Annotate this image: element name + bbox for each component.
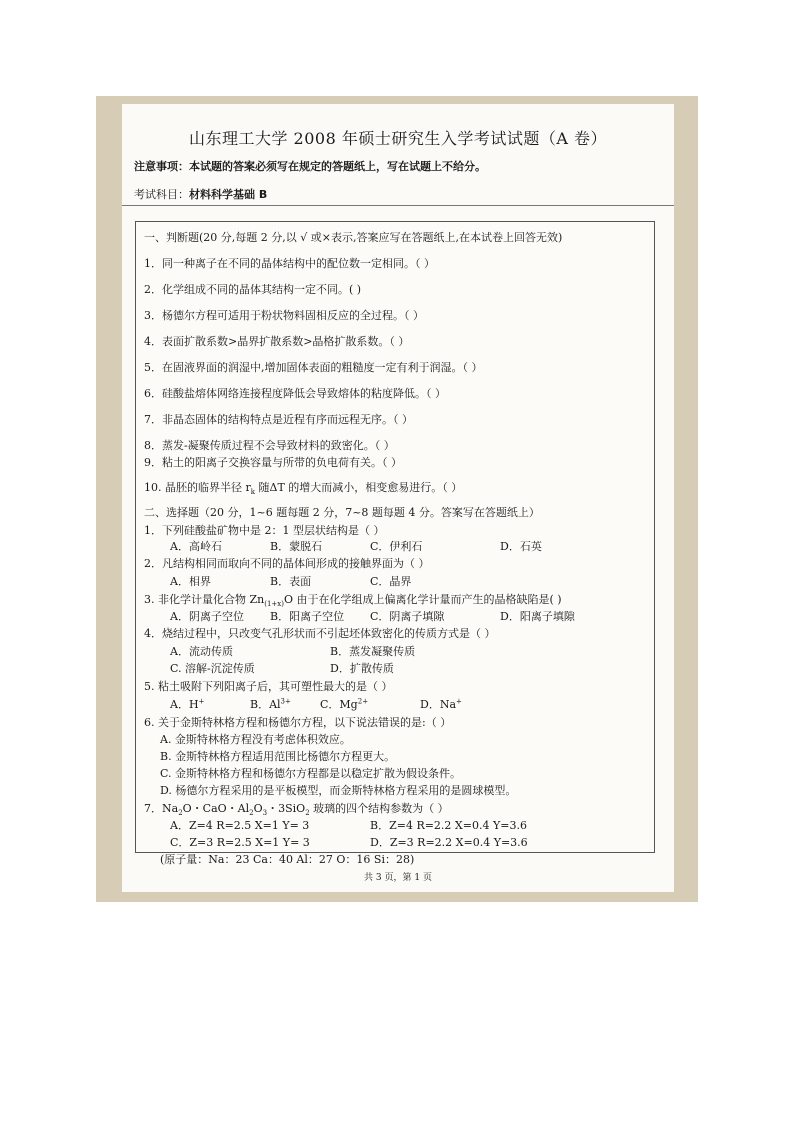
judge-item-4: 4．表面扩散系数>晶界扩散系数>晶格扩散系数。（ ） xyxy=(144,335,410,348)
q5-option-b: B．$Al^{3+}$ xyxy=(250,697,291,711)
judge-item-5: 5．在固液界面的润湿中,增加固体表面的粗糙度一定有利于润湿。（ ） xyxy=(144,361,483,374)
judge-item-6: 6．硅酸盐熔体网络连接程度降低会导致熔体的粘度降低。（ ） xyxy=(144,387,446,400)
judge-item-9: 9．粘土的阳离子交换容量与所带的负电荷有关。（ ） xyxy=(144,456,402,469)
q6-option-c: C. 金斯特林格方程和杨德尔方程都是以稳定扩散为假设条件。 xyxy=(160,767,462,780)
question-box xyxy=(135,221,655,866)
q1-option-c: C．伊利石 xyxy=(370,540,423,553)
exam-page xyxy=(122,104,674,892)
choice-q1-stem: 1．下列硅酸盐矿物中是 2：1 型层状结构是（ ） xyxy=(144,524,385,537)
q3-option-a: A．阴离子空位 xyxy=(170,610,244,623)
q7-atomic-weights: (原子量：Na：23 Ca：40 Al：27 O：16 Si：28) xyxy=(160,853,415,866)
q5-option-d: D．Na+ xyxy=(420,697,462,711)
q2-option-b: B．表面 xyxy=(270,575,312,588)
choice-q5-stem: 5. 粘土吸附下列阳离子后，其可塑性最大的是（ ） xyxy=(144,680,393,693)
q4-option-c: C. 溶解-沉淀传质 xyxy=(170,662,255,675)
judge-item-1: 1．同一种离子在不同的晶体结构中的配位数一定相同。（ ） xyxy=(144,257,435,270)
choice-q6-stem: 6. 关于金斯特林格方程和杨德尔方程，以下说法错误的是:（ ） xyxy=(144,716,452,729)
choice-q4-stem: 4．烧结过程中，只改变气孔形状而不引起坯体致密化的传质方式是（ ） xyxy=(144,627,496,640)
q1-option-a: A．高岭石 xyxy=(170,540,222,553)
choice-q3-stem: 3. 非化学计量化合物 $Zn_{(1+x)}O$ 由于在化学组成上偏离化学计量而产生的晶格缺陷是( ) xyxy=(144,593,562,609)
q7-option-b: B．Z=4 R=2.2 X=0.4 Y=3.6 xyxy=(370,819,527,832)
subject-value: 材料科学基础 B xyxy=(189,188,268,201)
subject-line xyxy=(134,186,267,202)
subject-label: 考试科目： xyxy=(134,188,189,201)
q3-option-d: D．阳离子填隙 xyxy=(500,610,575,623)
judge-item-8: 8．蒸发-凝聚传质过程不会导致材料的致密化。（ ） xyxy=(144,439,395,452)
choice-q2-stem: 2．凡结构相同而取向不同的晶体间形成的接触界面为（ ） xyxy=(144,557,430,570)
q4-option-b: B．蒸发凝聚传质 xyxy=(330,645,416,658)
judge-item-2: 2．化学组成不同的晶体其结构一定不同。( ) xyxy=(144,283,362,296)
photo-frame xyxy=(96,96,698,902)
q4-option-a: A．流动传质 xyxy=(170,645,233,658)
q7-option-c: C．Z=3 R=2.5 X=1 Y= 3 xyxy=(170,836,310,849)
q2-option-a: A．相界 xyxy=(170,575,211,588)
q3-option-b: B．阳离子空位 xyxy=(270,610,345,623)
section2-heading: 二、选择题（20 分，1~6 题每题 2 分，7~8 题每题 4 分。答案写在答题纸上） xyxy=(144,506,540,519)
q2-option-c: C．晶界 xyxy=(370,575,412,588)
page-title: 山东理工大学 2008 年硕士研究生入学考试试题（A 卷） xyxy=(188,129,608,148)
section1-heading: 一、判断题(20 分,每题 2 分,以 √ 或×表示,答案应写在答题纸上,在本试卷上回答无效) xyxy=(144,231,563,244)
q4-option-d: D．扩散传质 xyxy=(330,662,394,675)
q6-option-a: A. 金斯特林格方程没有考虑体积效应。 xyxy=(160,733,351,746)
q3-option-c: C．阴离子填隙 xyxy=(370,610,445,623)
q1-option-b: B．蒙脱石 xyxy=(270,540,323,553)
q1-option-d: D．石英 xyxy=(500,540,542,553)
page-footer: 共 3 页，第 1 页 xyxy=(364,873,432,883)
notice-text: 注意事项：本试题的答案必须写在规定的答题纸上，写在试题上不给分。 xyxy=(134,160,486,173)
q5-option-a: A．H+ xyxy=(170,697,205,711)
q6-option-d: D. 杨德尔方程采用的是平板模型，而金斯特林格方程采用的是圆球模型。 xyxy=(160,784,517,797)
q5-option-c: C．$Mg^{2+}$ xyxy=(320,697,369,711)
choice-q7-stem: 7．$Na_2O$・CaO・$Al_2O_3$・3SiO$_2$ 玻璃的四个结构参数为（ ） xyxy=(144,802,449,818)
header-divider xyxy=(122,205,674,206)
q7-option-d: D．Z=3 R=2.2 X=0.4 Y=3.6 xyxy=(370,836,528,849)
judge-item-3: 3．杨德尔方程可适用于粉状物料固相反应的全过程。（ ） xyxy=(144,309,424,322)
judge-item-7: 7．非晶态固体的结构特点是近程有序而远程无序。（ ） xyxy=(144,413,413,426)
q7-option-a: A．Z=4 R=2.5 X=1 Y= 3 xyxy=(170,819,310,832)
q6-option-b: B. 金斯特林格方程适用范围比杨德尔方程更大。 xyxy=(160,750,396,763)
judge-item-10: 10. 晶胚的临界半径 $r_k$ 随ΔT 的增大而减小，相变愈易进行。（ ） xyxy=(144,481,463,497)
